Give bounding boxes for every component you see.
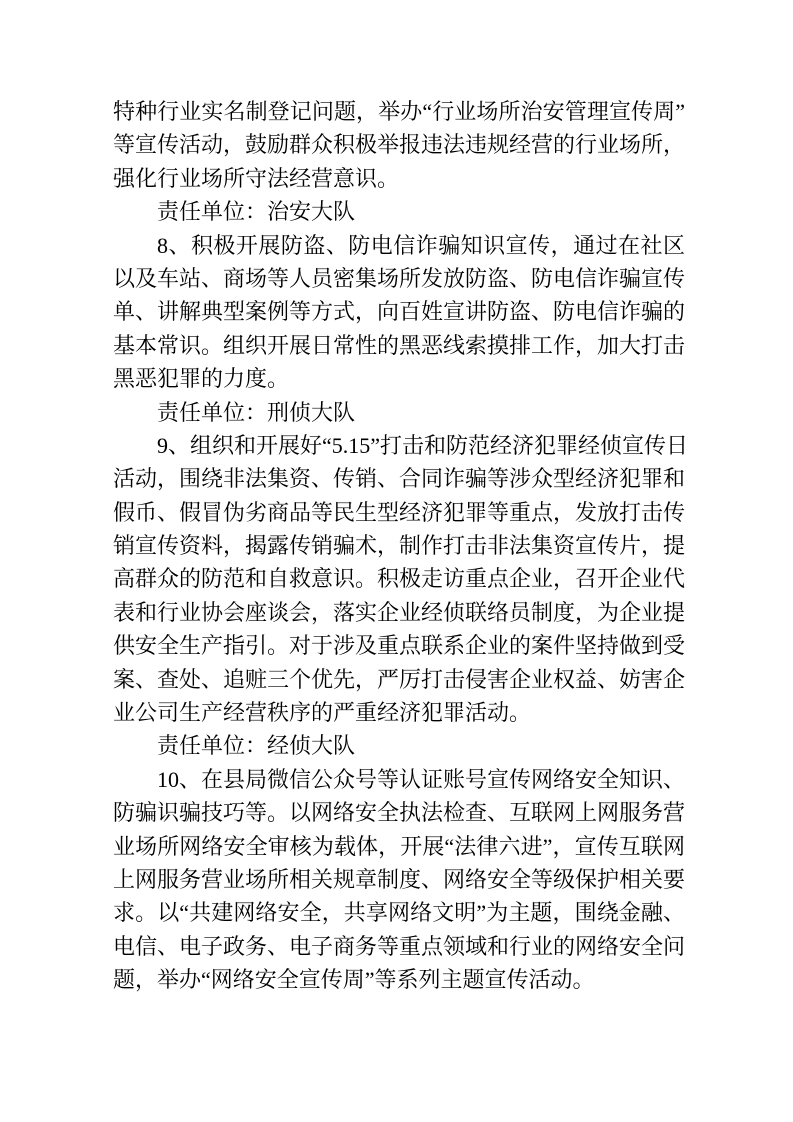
text-line: 10、在县局微信公众号等认证账号宣传网络安全知识、 (157, 766, 686, 792)
paragraph-responsibility-unit (113, 396, 685, 429)
text-line: 供安全生产指引。对于涉及重点联系企业的案件坚持做到受 (113, 633, 686, 659)
text-line: 防骗识骗技巧等。以网络安全执法检查、互联网上网服务营 (113, 800, 686, 826)
text-line: 业公司生产经营秩序的严重经济犯罪活动。 (113, 700, 532, 726)
text-line: 8、积极开展防盗、防电信诈骗知识宣传，通过在社区 (157, 232, 685, 258)
text-line: 单、讲解典型案例等方式，向百姓宣讲防盗、防电信诈骗的 (113, 299, 686, 325)
document-body (113, 95, 689, 997)
text-line: 业场所网络安全审核为载体，开展“法律六进”，宣传互联网 (113, 833, 685, 859)
text-line: 案、查处、追赃三个优先，严厉打击侵害企业权益、妨害企 (113, 666, 686, 692)
text-line: 题，举办“网络安全宣传周”等系列主题宣传活动。 (113, 967, 595, 993)
text-line: 高群众的防范和自救意识。积极走访重点企业，召开企业代 (113, 566, 686, 592)
text-line: 以及车站、商场等人员密集场所发放防盗、防电信诈骗宣传 (113, 265, 686, 291)
text-line: 基本常识。组织开展日常性的黑恶线索摸排工作，加大打击 (113, 332, 686, 358)
paragraph-numbered-item-8 (113, 229, 685, 396)
text-line: 销宣传资料，揭露传销骗术，制作打击非法集资宣传片，提 (113, 533, 686, 559)
text-line: 上网服务营业场所相关规章制度、网络安全等级保护相关要 (113, 866, 686, 892)
text-line: 假币、假冒伪劣商品等民生型经济犯罪等重点，发放打击传 (113, 499, 686, 525)
paragraph-numbered-item-9 (113, 429, 689, 730)
paragraph-responsibility-unit (113, 729, 685, 762)
text-line: 活动，围绕非法集资、传销、合同诈骗等涉众型经济犯罪和 (113, 466, 686, 492)
text-line: 责任单位：治安大队 (157, 199, 356, 225)
text-line: 等宣传活动，鼓励群众积极举报违法违规经营的行业场所， (113, 132, 686, 158)
text-line: 电信、电子政务、电子商务等重点领域和行业的网络安全问 (113, 933, 686, 959)
paragraph-responsibility-unit (113, 195, 685, 228)
text-line: 求。以“共建网络安全，共享网络文明”为主题，围绕金融、 (113, 900, 685, 926)
text-line: 表和行业协会座谈会，落实企业经侦联络员制度，为企业提 (113, 599, 686, 625)
text-line: 黑恶犯罪的力度。 (113, 366, 290, 392)
paragraph-numbered-item-10 (113, 763, 685, 997)
text-line: 特种行业实名制登记问题，举办“行业场所治安管理宣传周” (113, 99, 685, 124)
text-line: 9、组织和开展好“5.15”打击和防范经济犯罪经侦宣传日 (157, 432, 689, 458)
text-line: 强化行业场所守法经营意识。 (113, 165, 400, 191)
text-line: 责任单位：经侦大队 (157, 733, 356, 759)
paragraph-body-text-continuation (113, 95, 685, 195)
text-line: 责任单位：刑侦大队 (157, 399, 356, 425)
